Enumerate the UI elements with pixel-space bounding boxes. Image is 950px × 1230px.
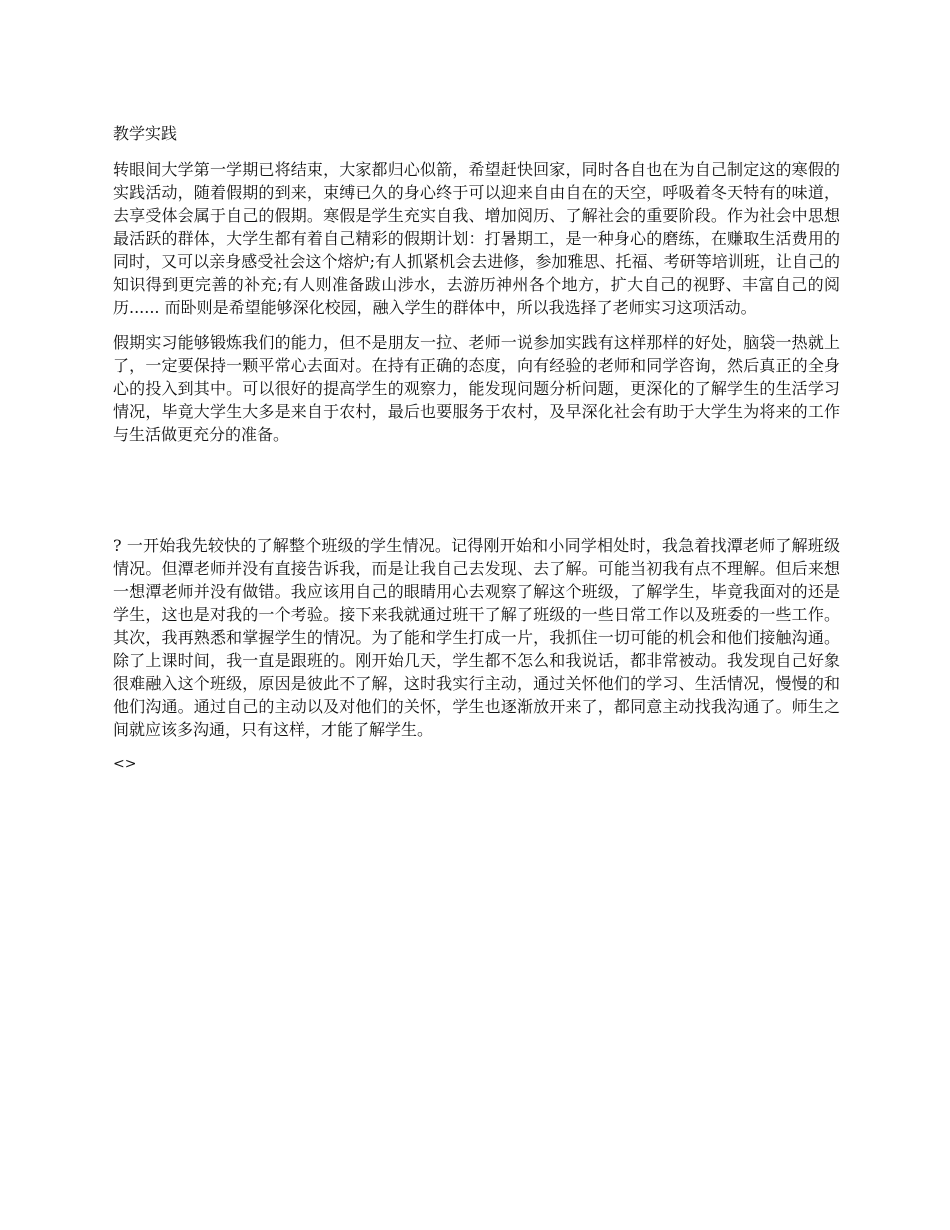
end-mark: <> [113,756,137,772]
paragraph-class: ? 一开始我先较快的了解整个班级的学生情况。记得刚开始和小同学相处时，我急着找潭老师了解班级情况。但潭老师并没有直接告诉我，而是让我自己去发现、去了解。可能当初我有点不理解。但后来想一想潭老师并没有做错。我应该用自己的眼睛用心去观察了解这个班级，了解学生，毕竟我面对的还是学生，这也是对我的一个考验。接下来我就通过班干了解了班级的一些日常工作以及班委的一些工作。其次，我再熟悉和掌握学生的情况。为了能和学生打成一片，我抓住一切可能的机会和他们接触沟通。除了上课时间，我一直是跟班的。刚开始几天，学生都不怎么和我说话，都非常被动。我发现自己好象很难融入这个班级，原因是彼此不了解，这时我实行主动，通过关怀他们的学习、生活情况，慢慢的和他们沟通。通过自己的主动以及对他们的关怀，学生也逐渐放开来了，都同意主动找我沟通了。师生之间就应该多沟通，只有这样，才能了解学生。 [113,536,840,739]
document-page [113,122,840,775]
paragraph-practice: 假期实习能够锻炼我们的能力，但不是朋友一拉、老师一说参加实践有这样那样的好处，脑袋一热就上了，一定要保持一颗平常心去面对。在持有正确的态度，向有经验的老师和同学咨询，然后真正的全身心的投入到其中。可以很好的提高学生的观察力，能发现问题分析问题，更深化的了解学生的生活学习情况，毕竟大学生大多是来自于农村，最后也要服务于农村，及早深化社会有助于大学生为将来的工作与生活做更充分的准备。 [113,333,840,444]
blank-gap [113,458,840,534]
paragraph-intro: 转眼间大学第一学期已将结束，大家都归心似箭，希望赶快回家，同时各自也在为自己制定这的寒假的实践活动，随着假期的到来，束缚已久的身心终于可以迎来自由自在的天空，呼吸着冬天特有的味道，去享受体会属于自己的假期。寒假是学生充实自我、增加阅历、了解社会的重要阶段。作为社会中思想最活跃的群体，大学生都有着自己精彩的假期计划：打暑期工，是一种身心的磨练，在赚取生活费用的同时，又可以亲身感受社会这个熔炉;有人抓紧机会去进修，参加雅思、托福、考研等培训班，让自己的知识得到更完善的补充;有人则准备跋山涉水，去游历神州各个地方，扩大自己的视野、丰富自己的阅历...... 而卧则是希望能够深化校园，融入学生的群体中，所以我选择了老师实习这项活动。 [113,160,840,317]
document-title: 教学实践 [113,124,178,143]
